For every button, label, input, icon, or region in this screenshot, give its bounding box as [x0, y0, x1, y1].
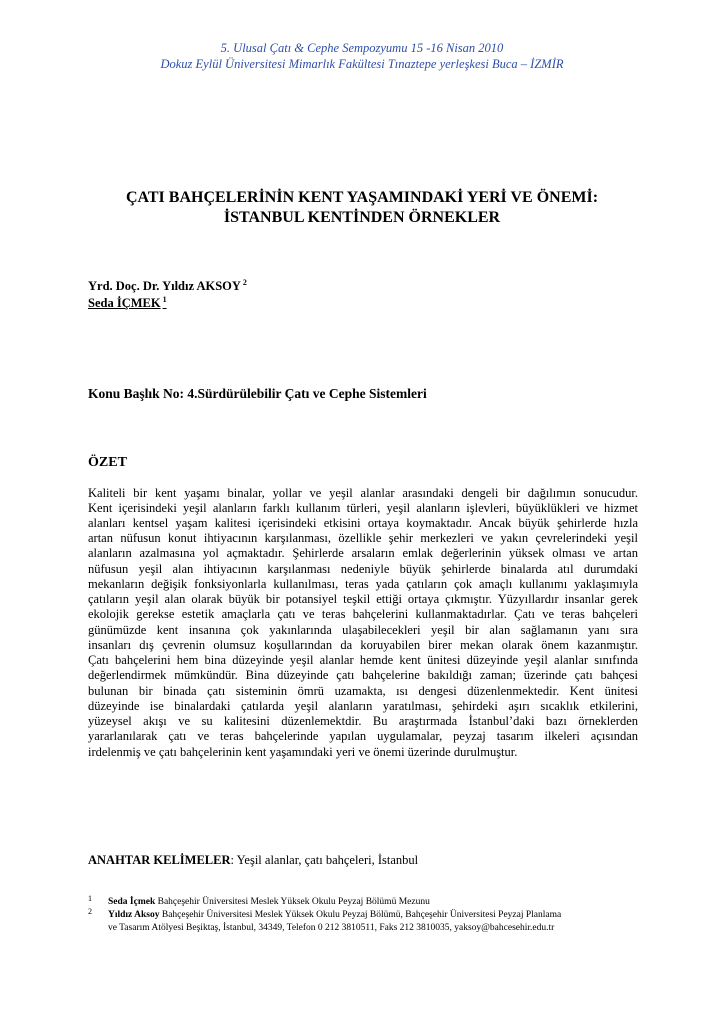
abstract-line: bulunan bir binada çatı sisteminin ömrü uzamakta, ısı dengesi düzenlenmektedir. Kent ünitesi	[88, 684, 638, 698]
abstract-line: Kaliteli bir kent yaşamı binalar, yollar ve yeşil alanlar arasındaki dengeli bir dağılımın sonucudur.	[88, 486, 638, 500]
abstract-line: düzeyinde ise binalardaki çatılarda yeşil alanların yaratılması, şehirdeki aşırı sıcaklık etkilerini,	[88, 699, 638, 713]
keywords-label: ANAHTAR KELİMELER	[88, 853, 231, 867]
keywords	[88, 853, 418, 868]
author-1-name: Yrd. Doç. Dr. Yıldız AKSOY	[88, 279, 241, 293]
footnote-1	[108, 896, 430, 909]
footnote-2-name: Yıldız Aksoy	[108, 910, 160, 920]
author-1-footnote-mark: 2	[242, 278, 247, 287]
abstract-heading: ÖZET	[88, 455, 127, 470]
footnote-2	[108, 909, 561, 922]
paper-title-line-1: ÇATI BAHÇELERİNİN KENT YAŞAMINDAKİ YERİ VE ÖNEMİ:	[125, 189, 599, 206]
footnote-1-name: Seda İçmek	[108, 897, 156, 907]
author-2	[88, 292, 167, 311]
abstract-line: nüfusun yeşil alan ihtiyacının karşılanması nedeniyle büyük şehirlerde binalarda atıl durumdaki	[88, 562, 638, 576]
footnote-2-text: Bahçeşehir Üniversitesi Meslek Yüksek Okulu Peyzaj Bölümü, Bahçeşehir Üniversitesi Peyzaj Planlama	[159, 910, 562, 920]
keywords-value: : Yeşil alanlar, çatı bahçeleri, İstanbul	[230, 853, 419, 867]
abstract-line: yüzeysel akışı ve su kalitesini düzenlemektdir. Bu araştırmada İstanbul’daki bazı örneklerden	[88, 714, 638, 728]
abstract-line: Çatı bahçelerini hem bina düzeyinde yeşil alanlar hemde kent ünitesi düzeyinde yeşil alanlar sınıfında	[88, 653, 638, 667]
footnote-2-mark: 2	[88, 907, 92, 916]
abstract-line: irdelenmiş ve çatı bahçelerinin kent yaşamındaki yeri ve önemi üzerinde durulmuştur.	[88, 745, 518, 759]
paper-title-line-2: İSTANBUL KENTİNDEN ÖRNEKLER	[223, 209, 501, 226]
footnote-1-text: Bahçeşehir Üniversitesi Meslek Yüksek Okulu Peyzaj Bölümü Mezunu	[155, 897, 430, 907]
conference-header-line-1: 5. Ulusal Çatı & Cephe Sempozyumu 15 -16 Nisan 2010	[220, 41, 504, 55]
author-2-footnote-mark: 1	[162, 295, 167, 304]
abstract-line: Kent içerisindeki yeşil alanların farklı kullanım türleri, yeşil alanların işlevleri, büyüklükleri ve hizmet	[88, 501, 638, 515]
footnote-2-continuation: ve Tasarım Atölyesi Beşiktaş, İstanbul, 34349, Telefon 0 212 3810511, Faks 212 3810035, yaksoy@bahcesehir.edu.tr	[108, 923, 555, 933]
abstract-line: alanların azalmasına yol açmaktadır. Şehirlerde arsaların emlak değerlerinin yüksek olması ve artan	[88, 546, 638, 560]
abstract-line: yararlanılarak çatı ve teras bahçelerinde yapılan uygulamalar, peyzaj tasarım ilkeleri açısından	[88, 729, 638, 743]
abstract-line: ekolojik gerekse estetik amaçlarla çatı ve teras bahçelerini kullanmaktadırlar. Çatı ve teras bahçeleri	[88, 607, 638, 621]
abstract-line: mekanların değişik fonksiyonlarla kullanılması, teras yada çatıların çok amaçlı kullanımı yaklaşımıyla	[88, 577, 638, 591]
abstract-line: artan nüfusun konut ihtiyacının karşılanması, özellikle şehir merkezleri ve yakın çevrelerindeki yeşil	[88, 531, 638, 545]
abstract-line: değerlendirmek mümkündür. Bina düzeyinde çatı bahçelerine bakıldığı zaman; üzerinde çatı bahçesi	[88, 668, 638, 682]
topic-heading: Konu Başlık No: 4.Sürdürülebilir Çatı ve Cephe Sistemleri	[88, 386, 427, 401]
footnote-1-mark: 1	[88, 894, 92, 903]
abstract-line: günümüzde kent insanına çok yakınlarında ulaşabilecekleri yeşil bir alan sağlamanın yanı sıra	[88, 623, 638, 637]
conference-header-line-2: Dokuz Eylül Üniversitesi Mimarlık Fakültesi Tınaztepe yerleşkesi Buca – İZMİR	[160, 57, 564, 71]
author-2-name: Seda İÇMEK	[88, 296, 161, 310]
abstract-line: insanları dış çevrenin olumsuz koşullarından da koruyabilen birer mekan olarak önem kazanmıştır.	[88, 638, 638, 652]
abstract-line: çatıların yeşil alan olarak büyük bir potansiyel teşkil ettiği ortaya çıkmıştır. Yüzyıllardır insanlar gerek	[88, 592, 638, 606]
abstract-line: alanları kentsel yaşam kalitesi içerisindeki etkisini ortaya koymaktadır. Ancak büyük şehirlerde hızla	[88, 516, 638, 530]
